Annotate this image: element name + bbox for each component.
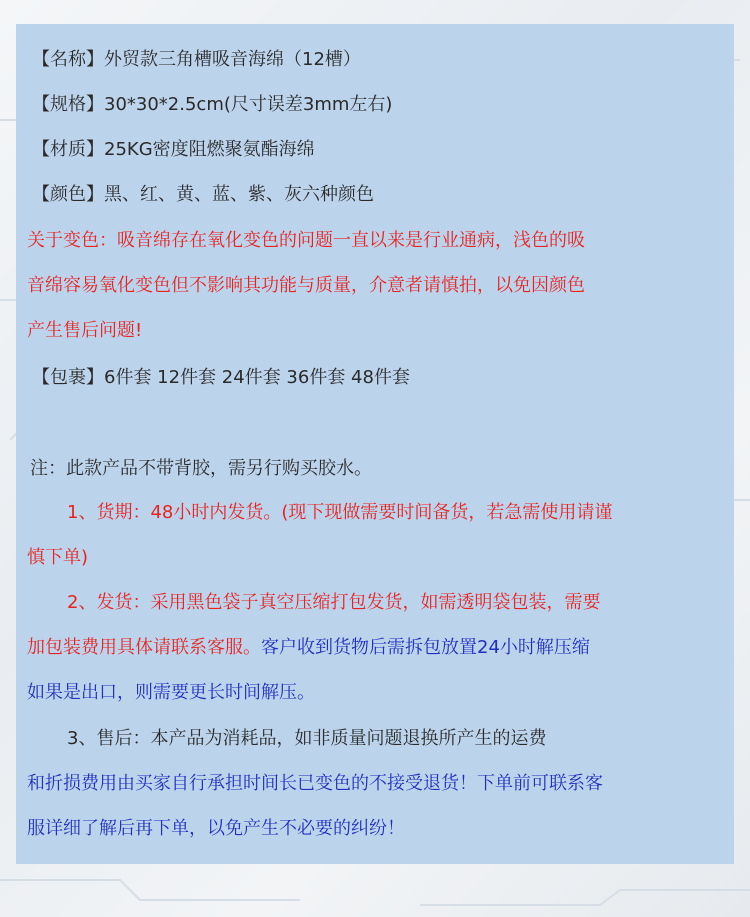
material-line: 【材质】25KG密度阻燃聚氨酯海绵 bbox=[32, 139, 315, 160]
item2-line-1: 2、发货：采用黑色袋子真空压缩打包发货，如需透明袋包装，需要 bbox=[67, 592, 601, 613]
item2-line-2 bbox=[27, 636, 590, 660]
package-line: 【包裹】6件套 12件套 24件套 36件套 48件套 bbox=[32, 367, 410, 388]
item1-line-2: 慎下单) bbox=[27, 547, 89, 568]
color-line: 【颜色】黑、红、黄、蓝、紫、灰六种颜色 bbox=[32, 184, 374, 205]
item2-line-3: 如果是出口，则需要更长时间解压。 bbox=[27, 682, 315, 703]
discolor-notice-line-2: 音绵容易氧化变色但不影响其功能与质量，介意者请慎拍，以免因颜色 bbox=[27, 275, 585, 296]
discolor-notice-line-3: 产生售后问题! bbox=[27, 320, 143, 341]
name-line: 【名称】外贸款三角槽吸音海绵（12槽） bbox=[32, 49, 361, 70]
description-panel bbox=[16, 24, 734, 864]
spec-line: 【规格】30*30*2.5cm(尺寸误差3mm左右) bbox=[32, 94, 393, 115]
item2-line-2-red: 加包装费用具体请联系客服。 bbox=[27, 637, 261, 658]
item3-line-2: 和折损费用由买家自行承担时间长已变色的不接受退货！下单前可联系客 bbox=[27, 773, 603, 794]
item1-line-1: 1、货期：48小时内发货。(现下现做需要时间备货，若急需使用请谨 bbox=[67, 502, 613, 523]
item2-line-2-blue: 客户收到货物后需拆包放置24小时解压缩 bbox=[261, 637, 590, 658]
item3-line-3: 服详细了解后再下单，以免产生不必要的纠纷！ bbox=[27, 818, 405, 839]
item3-line-1: 3、售后：本产品为消耗品，如非质量问题退换所产生的运费 bbox=[67, 728, 547, 749]
discolor-notice-line-1: 关于变色：吸音绵存在氧化变色的问题一直以来是行业通病，浅色的吸 bbox=[27, 230, 585, 251]
glue-note: 注：此款产品不带背胶，需另行购买胶水。 bbox=[30, 458, 372, 479]
